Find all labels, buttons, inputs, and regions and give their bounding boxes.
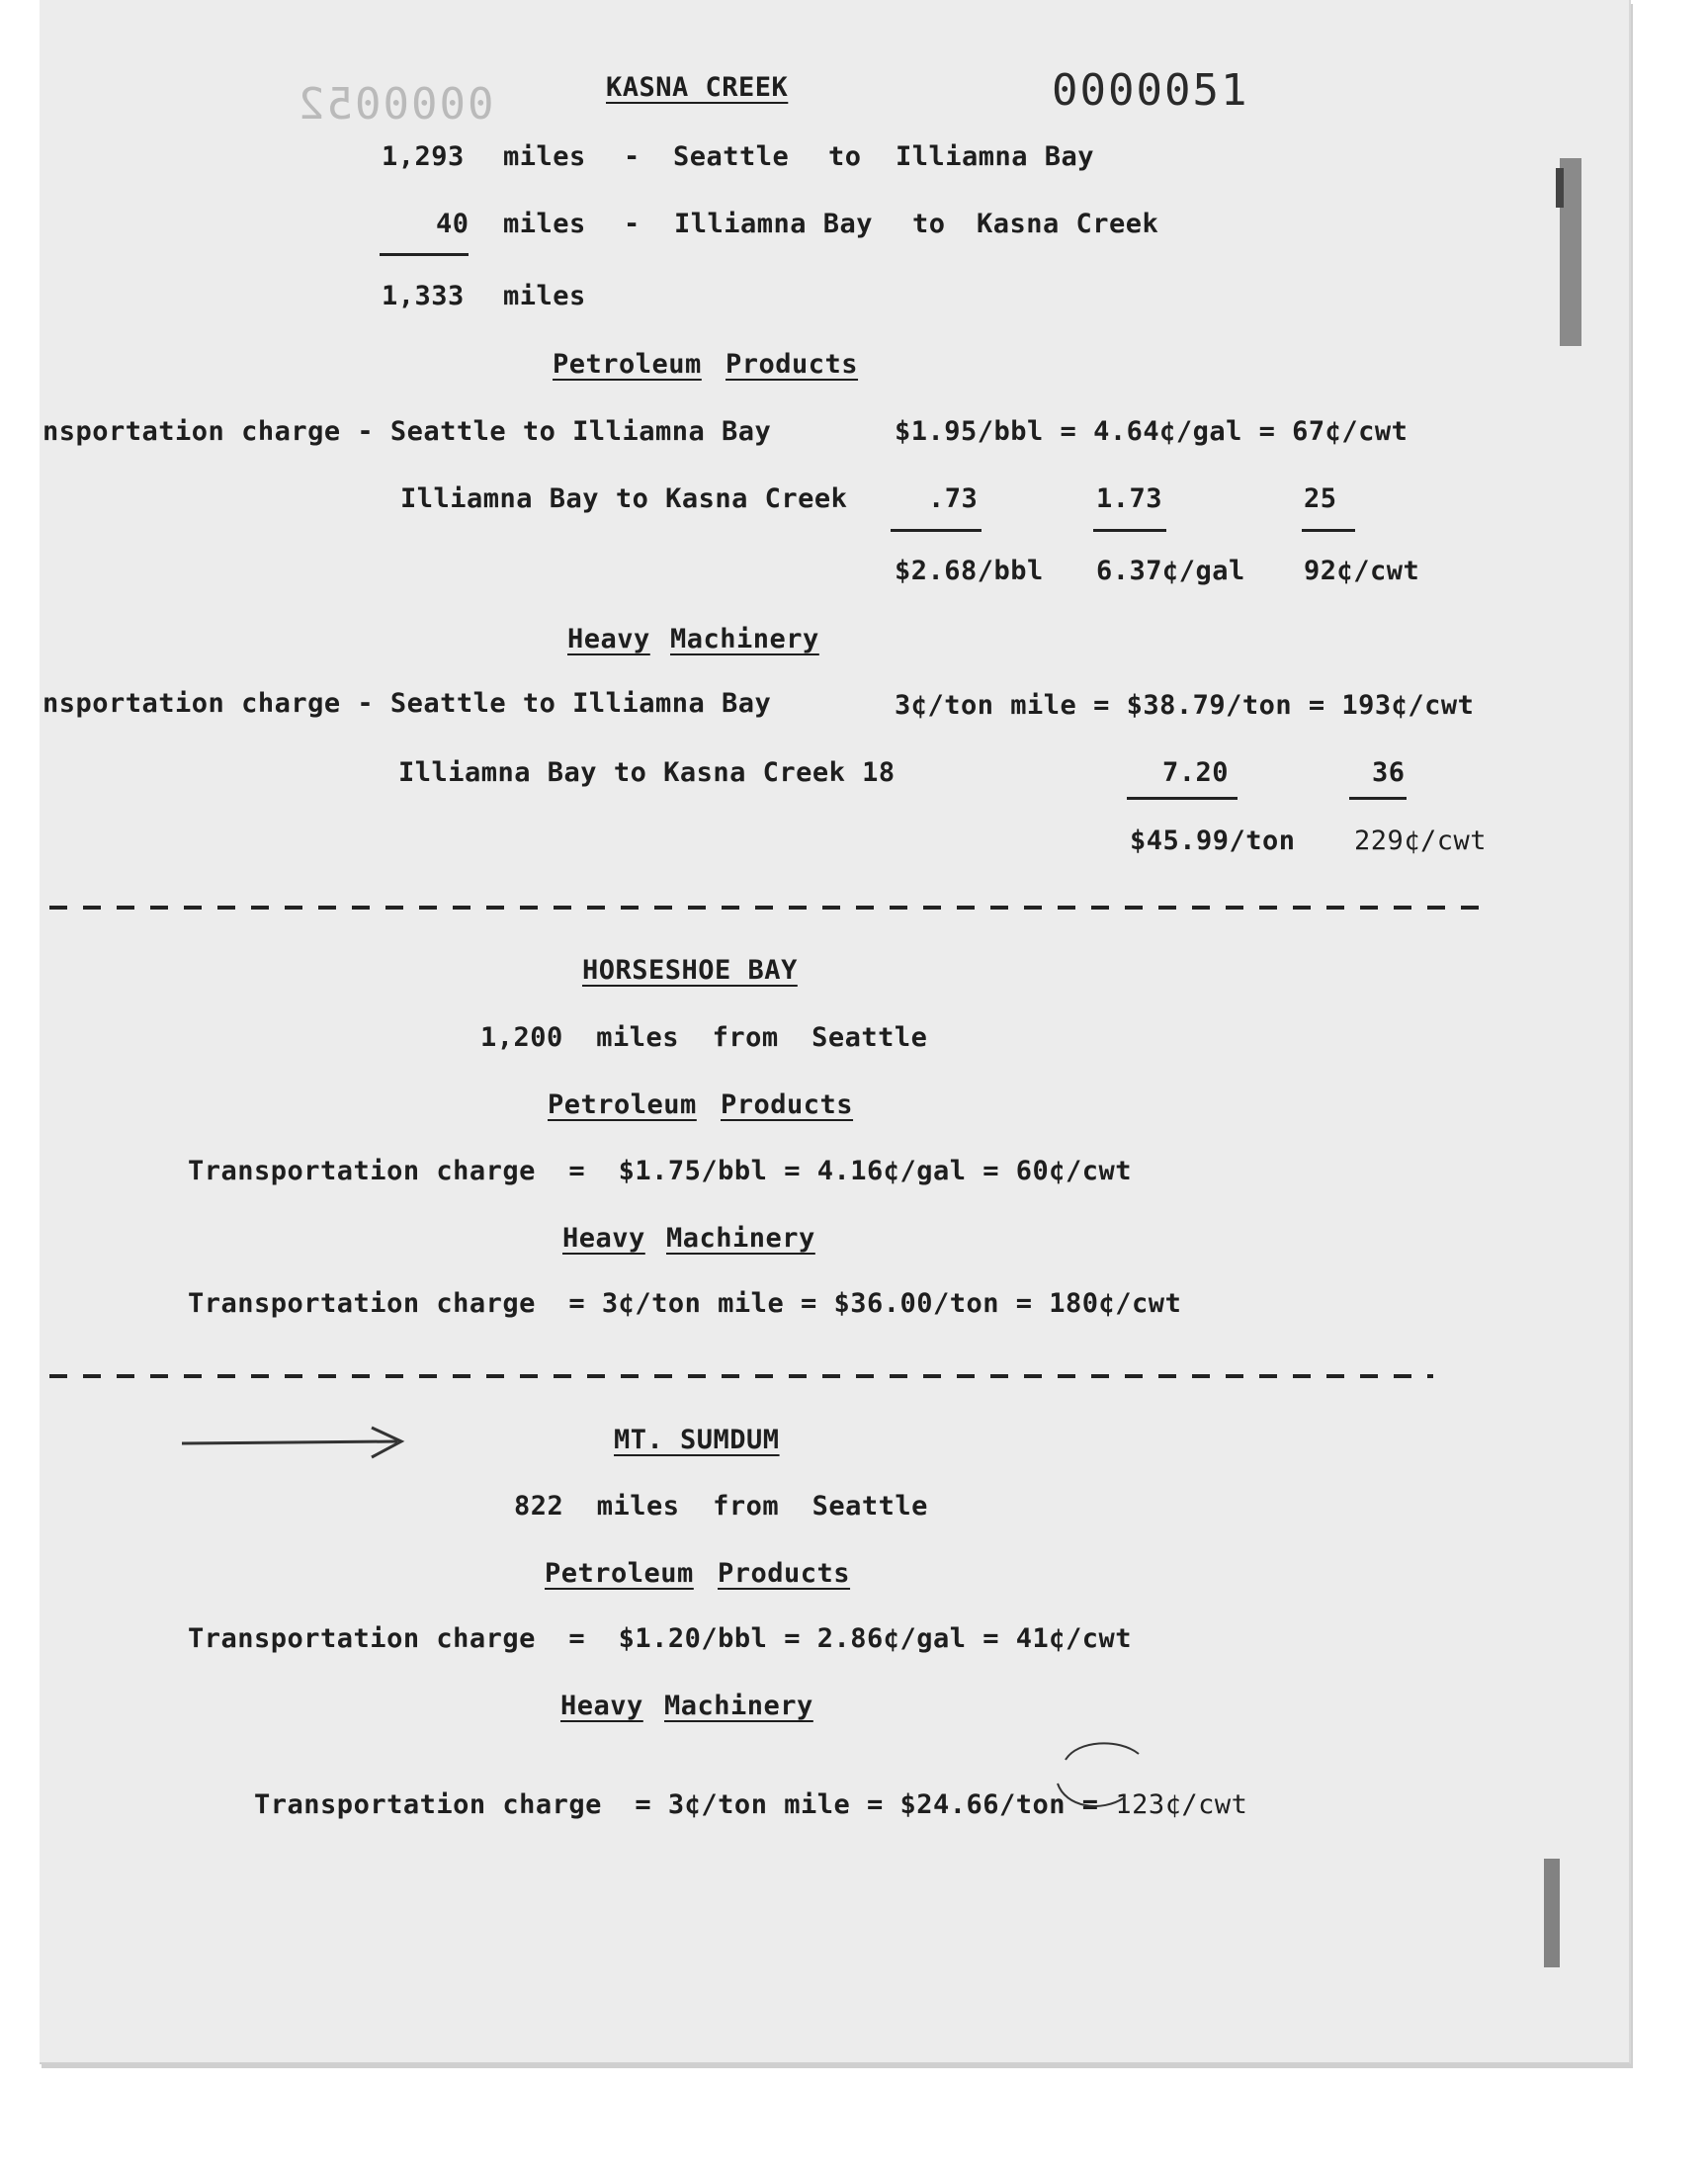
sumdum-petroleum-heading-1: Petroleum	[545, 1558, 694, 1589]
kasna-route1-sep: -	[624, 141, 640, 172]
kasna-route1-from: Seattle	[673, 141, 790, 172]
kasna-machinery-cwt-rule	[1349, 797, 1407, 800]
horseshoe-petroleum-heading-1: Petroleum	[548, 1089, 697, 1120]
kasna-petroleum-row1-values: $1.95/bbl = 4.64¢/gal = 67¢/cwt	[895, 416, 1409, 447]
horseshoe-machinery-heading-2: Machinery	[666, 1223, 815, 1254]
sumdum-machinery-charge-prefix: Transportation charge = 3¢/ton mile = $24.66/ton =	[254, 1789, 1116, 1820]
kasna-route2-sep: -	[624, 209, 640, 239]
handwritten-circle-mark	[1048, 1732, 1156, 1816]
document-number-stamp: 0000051	[1052, 65, 1249, 116]
kasna-machinery-total-cwt: 229¢/cwt	[1354, 826, 1488, 856]
kasna-machinery-row2-cwt: 36	[1372, 757, 1406, 788]
kasna-petroleum-total-cwt: 92¢/cwt	[1304, 556, 1420, 586]
kasna-distance-sum-rule	[380, 253, 469, 256]
kasna-petroleum-row1-label: nsportation charge - Seattle to Illiamna Bay	[43, 416, 772, 447]
scan-edge-mark-top	[1552, 148, 1591, 356]
kasna-machinery-row1-label: nsportation charge - Seattle to Illiamna Bay	[43, 688, 772, 719]
kasna-petroleum-row2-label: Illiamna Bay to Kasna Creek	[400, 483, 848, 514]
kasna-petroleum-heading-1: Petroleum	[553, 349, 702, 380]
sumdum-machinery-heading-1: Heavy	[560, 1691, 643, 1721]
sumdum-machinery-charge-circled: 123¢/cwt	[1115, 1789, 1248, 1820]
document-page	[40, 0, 1631, 2064]
kasna-creek-title: KASNA CREEK	[606, 72, 789, 103]
kasna-petroleum-row2-bbl: .73	[928, 483, 979, 514]
kasna-petroleum-row2-cwt: 25	[1304, 483, 1337, 514]
kasna-route1-to: Illiamna Bay	[896, 141, 1095, 172]
kasna-total-unit: miles	[503, 281, 586, 311]
section-divider-1	[49, 906, 1483, 910]
kasna-total-distance: 1,333	[382, 281, 465, 311]
horseshoe-distance-line: 1,200 miles from Seattle	[480, 1022, 928, 1053]
kasna-petroleum-cwt-rule	[1302, 529, 1355, 532]
sumdum-distance-line: 822 miles from Seattle	[514, 1491, 928, 1522]
horseshoe-petroleum-heading-2: Products	[721, 1089, 854, 1120]
kasna-machinery-row1-values: 3¢/ton mile = $38.79/ton = 193¢/cwt	[895, 690, 1475, 721]
kasna-route2-from: Illiamna Bay	[674, 209, 874, 239]
kasna-route2-to-word: to	[912, 209, 946, 239]
kasna-petroleum-bbl-rule	[891, 529, 982, 532]
kasna-petroleum-heading-2: Products	[726, 349, 859, 380]
scan-edge-mark-bottom	[1534, 1849, 1574, 1987]
kasna-route1-unit: miles	[503, 141, 586, 172]
kasna-route1-to-word: to	[828, 141, 862, 172]
horseshoe-machinery-charge: Transportation charge = 3¢/ton mile = $36.00/ton = 180¢/cwt	[188, 1288, 1182, 1319]
kasna-petroleum-total-bbl: $2.68/bbl	[895, 556, 1044, 586]
mt-sumdum-title: MT. SUMDUM	[614, 1425, 780, 1455]
kasna-route1-distance: 1,293	[382, 141, 465, 172]
kasna-machinery-ton-rule	[1127, 797, 1238, 800]
kasna-petroleum-total-gal: 6.37¢/gal	[1096, 556, 1245, 586]
kasna-machinery-heading-1: Heavy	[567, 624, 650, 654]
kasna-route2-to: Kasna Creek	[977, 209, 1159, 239]
kasna-route2-distance: 40	[436, 209, 470, 239]
kasna-petroleum-row2-gal: 1.73	[1096, 483, 1163, 514]
kasna-machinery-heading-2: Machinery	[670, 624, 819, 654]
horseshoe-machinery-heading-1: Heavy	[562, 1223, 645, 1254]
kasna-route2-unit: miles	[503, 209, 586, 239]
sumdum-petroleum-charge: Transportation charge = $1.20/bbl = 2.86¢/gal = 41¢/cwt	[188, 1623, 1133, 1654]
bleed-through-number: 0000052	[297, 79, 494, 130]
kasna-petroleum-gal-rule	[1093, 529, 1166, 532]
kasna-machinery-row2-label: Illiamna Bay to Kasna Creek 18	[398, 757, 896, 788]
sumdum-petroleum-heading-2: Products	[718, 1558, 851, 1589]
handwritten-arrow-icon	[178, 1422, 415, 1461]
kasna-machinery-total-ton: $45.99/ton	[1130, 826, 1296, 856]
kasna-machinery-row2-ton: 7.20	[1162, 757, 1230, 788]
section-divider-2	[49, 1374, 1433, 1378]
sumdum-machinery-heading-2: Machinery	[664, 1691, 813, 1721]
horseshoe-bay-title: HORSESHOE BAY	[582, 955, 798, 986]
horseshoe-petroleum-charge: Transportation charge = $1.75/bbl = 4.16¢/gal = 60¢/cwt	[188, 1156, 1133, 1186]
